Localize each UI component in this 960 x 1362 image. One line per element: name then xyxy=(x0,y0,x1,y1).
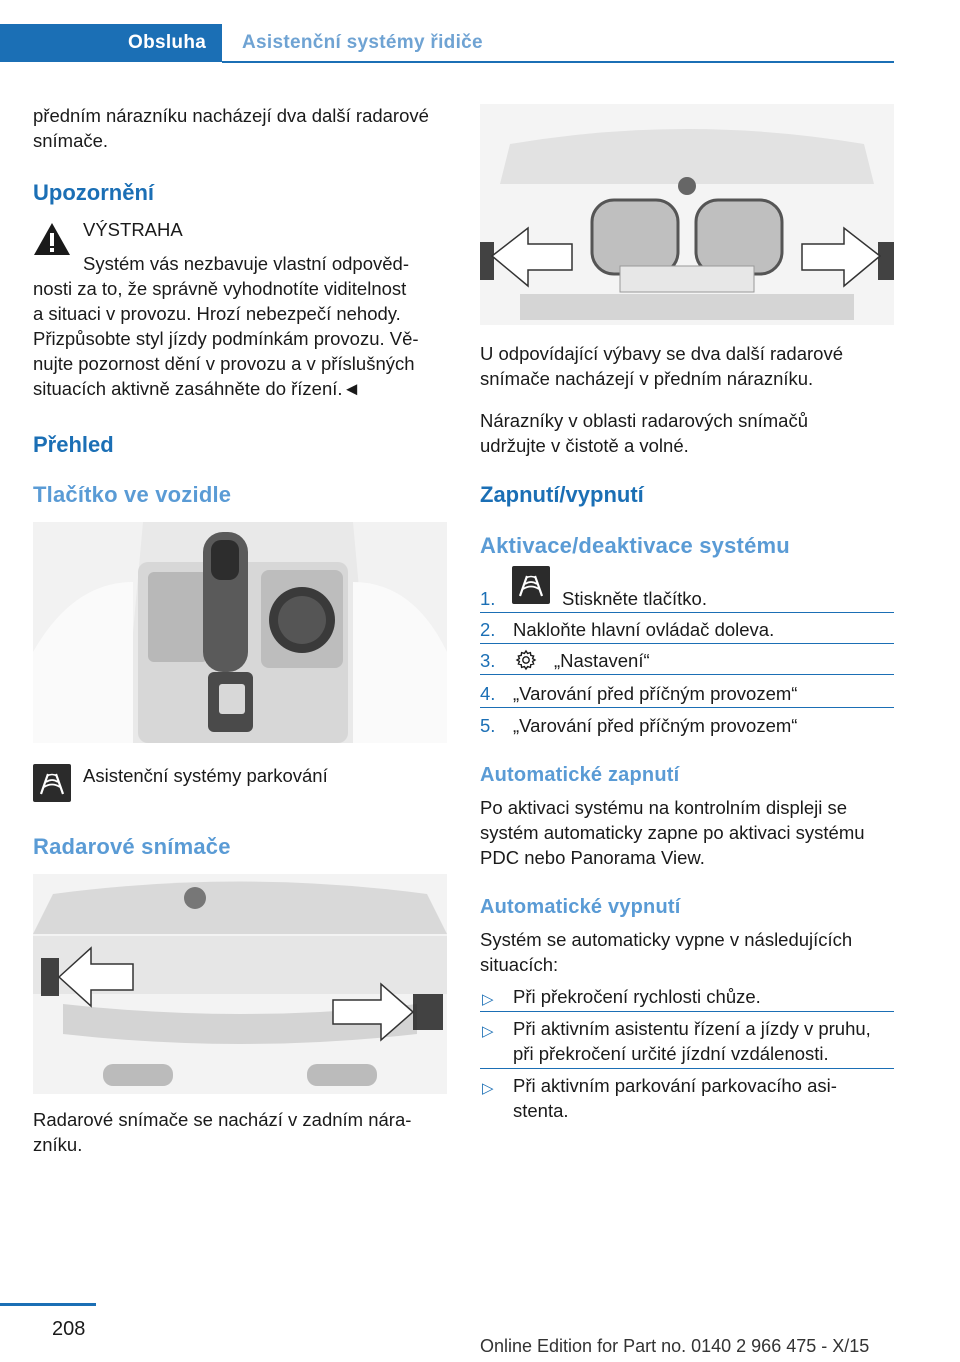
front-caption-line-1: U odpovídající výbavy se dva další radarové xyxy=(480,343,843,364)
chapter-title[interactable]: Asistenční systémy řidiče xyxy=(242,32,483,53)
parking-assist-caption: Asistenční systémy parkování xyxy=(83,765,328,786)
warning-line-2: nosti za to, že správně vyhodnotíte viditelnost xyxy=(33,278,407,299)
rear-bumper-figure xyxy=(33,874,447,1094)
step-2-text: Nakloňte hlavní ovládač doleva. xyxy=(513,619,775,640)
clean-text-line-2: udržujte v čistotě a volné. xyxy=(480,435,689,456)
auto-on-line-1: Po aktivaci systému na kontrolním displeji se xyxy=(480,797,848,818)
step-divider xyxy=(480,643,894,644)
bullet-marker: ▷ xyxy=(482,991,494,1008)
page-number: 208 xyxy=(52,1318,86,1340)
step-5-number: 5. xyxy=(480,715,496,736)
radar-text-line-2: zníku. xyxy=(33,1134,83,1155)
step-1-text: Stiskněte tlačítko. xyxy=(562,588,707,609)
warning-label: VÝSTRAHA xyxy=(83,219,183,240)
bullet-marker: ▷ xyxy=(482,1023,494,1040)
warning-line-3: a situaci v provozu. Hrozí nebezpečí nehody. xyxy=(33,303,401,324)
intro-line-2: snímače. xyxy=(33,130,109,151)
overview-heading: Přehled xyxy=(33,432,114,457)
bullet-1-line-1: Při překročení rychlosti chůze. xyxy=(513,986,761,1007)
header-rule xyxy=(222,61,894,63)
radar-heading: Radarové snímače xyxy=(33,834,231,859)
edition-text: Online Edition for Part no. 0140 2 966 475 - X/15 xyxy=(480,1336,870,1356)
section-tab-label: Obsluha xyxy=(128,32,207,53)
step-2-number: 2. xyxy=(480,619,496,640)
onoff-heading: Zapnutí/vypnutí xyxy=(480,482,644,507)
step-4-number: 4. xyxy=(480,683,496,704)
warning-heading: Upozornění xyxy=(33,180,154,205)
intro-line-1: předním nárazníku nacházejí dva další radarové xyxy=(33,105,429,126)
step-divider xyxy=(480,612,894,613)
footer-rule xyxy=(0,1303,96,1306)
step-4-text: „Varování před příčným provozem“ xyxy=(513,683,798,704)
front-bumper-figure xyxy=(480,104,894,325)
auto-off-line-1: Systém se automaticky vypne v následujících xyxy=(480,929,853,950)
button-heading: Tlačítko ve vozidle xyxy=(33,482,232,507)
center-console-figure xyxy=(33,522,447,743)
warning-line-6: situacích aktivně zasáhněte do řízení.◄ xyxy=(33,378,361,399)
step-5-text: „Varování před příčným provozem“ xyxy=(513,715,798,736)
clean-text-line-1: Nárazníky v oblasti radarových snímačů xyxy=(480,410,808,431)
parking-assist-icon xyxy=(33,764,71,802)
bullet-2-line-1: Při aktivním asistentu řízení a jízdy v pruhu, xyxy=(513,1018,871,1039)
gear-icon xyxy=(515,649,537,671)
step-1-number: 1. xyxy=(480,588,496,609)
bullet-2-line-2: při překročení určité jízdní vzdálenosti. xyxy=(513,1043,829,1064)
auto-on-line-2: systém automaticky zapne po aktivaci systému xyxy=(480,822,865,843)
step-3-number: 3. xyxy=(480,650,496,671)
auto-off-heading: Automatické vypnutí xyxy=(480,896,681,918)
step-3-text: „Nastavení“ xyxy=(554,650,650,671)
bullet-divider xyxy=(480,1011,894,1012)
bullet-marker: ▷ xyxy=(482,1080,494,1097)
activate-heading: Aktivace/deaktivace systému xyxy=(480,533,790,558)
step-divider xyxy=(480,707,894,708)
section-tab[interactable] xyxy=(0,24,222,62)
bullet-3-line-2: stenta. xyxy=(513,1100,569,1121)
warning-line-5: nujte pozornost dění v provozu a v příslušných xyxy=(33,353,415,374)
step-divider xyxy=(480,674,894,675)
auto-on-line-3: PDC nebo Panorama View. xyxy=(480,847,705,868)
bullet-divider xyxy=(480,1068,894,1069)
warning-line-1: Systém vás nezbavuje vlastní odpověd‐ xyxy=(83,253,409,274)
auto-off-line-2: situacích: xyxy=(480,954,559,975)
warning-line-4: Přizpůsobte styl jízdy podmínkám provozu. Vě‐ xyxy=(33,328,419,349)
front-caption-line-2: snímače nacházejí v předním nárazníku. xyxy=(480,368,814,389)
radar-text-line-1: Radarové snímače se nachází v zadním nára‐ xyxy=(33,1109,412,1130)
parking-assist-icon[interactable] xyxy=(512,566,550,604)
warning-triangle-icon xyxy=(33,222,71,256)
auto-on-heading: Automatické zapnutí xyxy=(480,764,680,786)
bullet-3-line-1: Při aktivním parkování parkovacího asi‐ xyxy=(513,1075,837,1096)
